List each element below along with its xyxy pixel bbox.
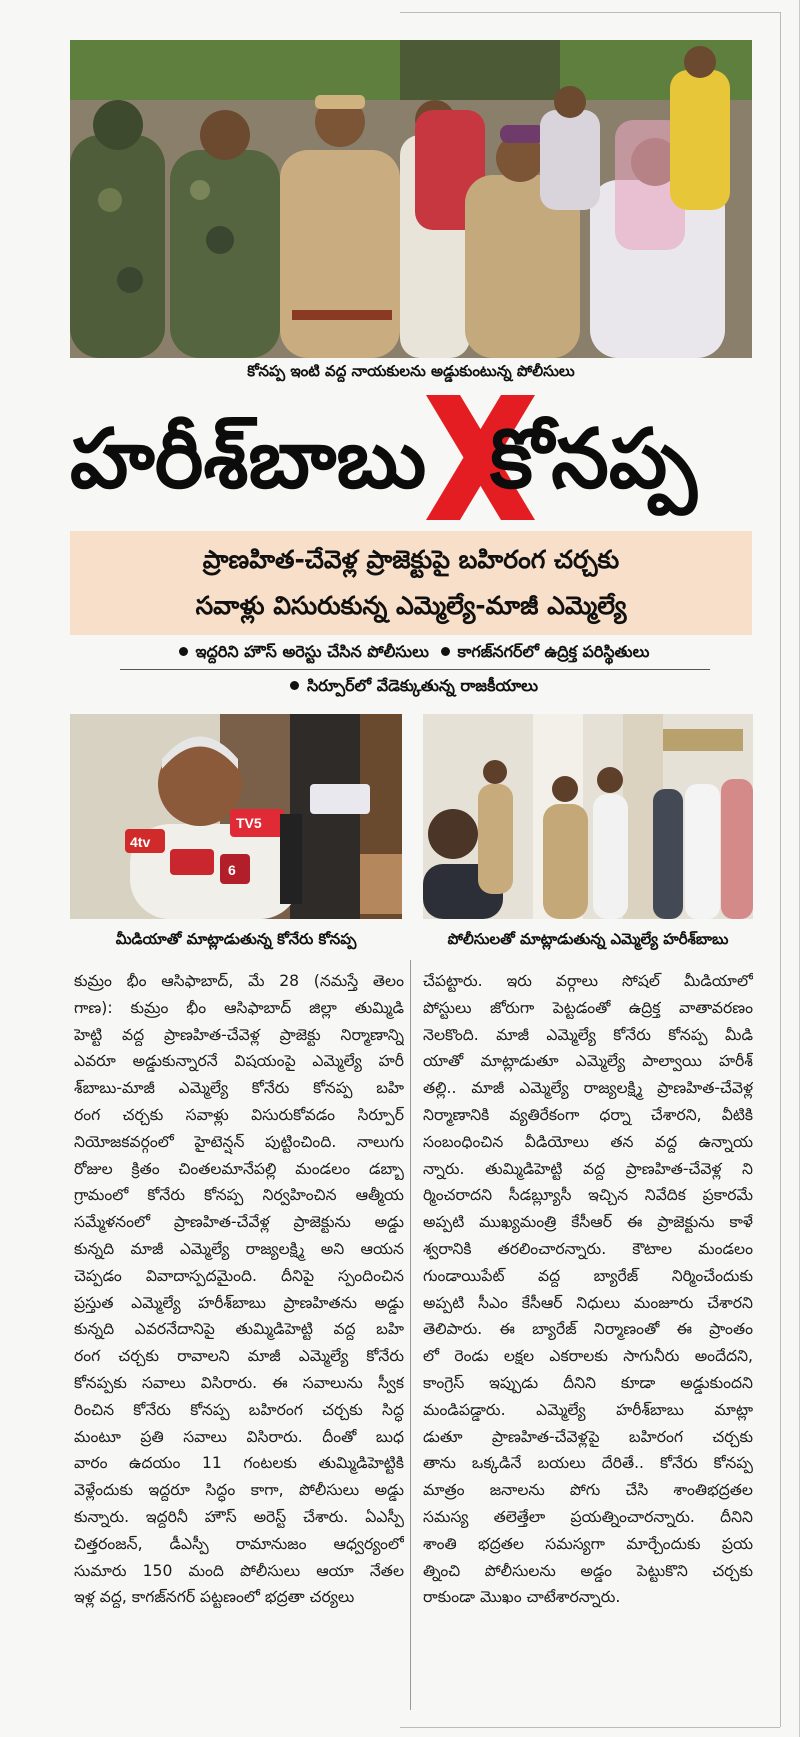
article-text-line: చేపట్టారు. ఇరు వర్గాలు సోషల్‌ మీడియాలో (423, 972, 753, 990)
article-column-right (423, 968, 753, 1611)
photo-left-illustration (70, 714, 402, 919)
article-text-line: తెలిపారు. ఈ బ్యారేజ్‌ నిర్మాణంతో ఈ ప్రాంతం (423, 1320, 753, 1339)
photo-caption-left: మీడియాతో మాట్లాడుతున్న కోనేరు కోనప్ప (115, 930, 357, 948)
photo-right-illustration (423, 714, 753, 919)
article-text-line: గాణ): కుమ్రం భీం ఆసిఫాబాద్‌ జిల్లా తుమ్మిడి (74, 998, 404, 1017)
article-text-line: చెప్పడం వివాదాస్పదమైంది. దీనిపై స్పందించిన (74, 1266, 404, 1285)
article-text-line: రంగ చర్చకు రావాలని మాజీ ఎమ్మెల్యే కోనేరు (74, 1347, 404, 1366)
article-text-line: పోస్టులు జోరుగా పెట్టడంతో ఉద్రిక్త వాతావరణం (423, 998, 753, 1017)
highlight-bullets-row-1 (70, 642, 752, 665)
article-text-line: నియోజకవర్గంలో హైటెన్షన్‌ పుట్టించింది. నాలుగు (74, 1132, 404, 1151)
border-rule-right (780, 12, 781, 1727)
highlight-bullet: సిర్పూర్‌లో వేడెక్కుతున్న రాజకీయాలు (306, 676, 539, 695)
column-divider (410, 960, 411, 1710)
article-text-line: న్నారు. తుమ్మిడిహెట్టి వద్ద ప్రాణహిత-చేవెళ్ల ని (423, 1159, 753, 1178)
article-text-line: రించిన కోనేరు కోనప్ప బహిరంగ చర్చకు సిద్ధ (74, 1400, 404, 1419)
bullet-icon (290, 681, 299, 690)
headline (60, 395, 760, 525)
article-text-line: సంబంధించిన వీడియోలు తన వద్ద ఉన్నాయ (423, 1132, 753, 1151)
article-text-line: అప్పటి సీఎం కేసీఆర్‌ నిధులు మంజూరు చేశారని (423, 1293, 753, 1312)
photo-police-stopping-leaders (70, 40, 752, 358)
article-text-line: లో రెండు లక్షల ఎకరాలకు సాగునీరు అందేదని, (423, 1347, 753, 1366)
article-text-line: గ్రామంలో కోనేరు కోనప్ప నిర్వహించిన ఆత్మీయ (74, 1186, 404, 1205)
photo-caption-right: పోలీసులతో మాట్లాడుతున్న ఎమ్మెల్యే హరీశ్‌బాబు (447, 930, 729, 948)
article-text-line: శాంతి భద్రతల సమస్యగా మార్చేందుకు ప్రయ (423, 1534, 753, 1553)
bullet-icon (179, 647, 188, 656)
article-text-line: కుమ్రం భీం ఆసిఫాబాద్‌, మే 28 (నమస్తే తెలం (74, 972, 404, 990)
mic-label: TV5 (236, 815, 262, 831)
mic-label: 4tv (130, 834, 151, 850)
article-text-line: ర్మించరాదని సీడబ్ల్యూసీ ఇచ్చిన నివేదిక ప్రకారమే (423, 1186, 753, 1205)
subheadline-box (70, 531, 752, 635)
article-column-left (74, 968, 404, 1611)
bullets-divider (120, 669, 710, 670)
article-text-line: చిత్తరంజన్‌, డీఎస్పీ రామానుజం ఆధ్వర్యంలో (74, 1534, 404, 1553)
article-text-line: రంగ చర్చకు సవాళ్లు విసురుకోవడం సిర్పూర్‌ (74, 1105, 404, 1124)
article-text-line: గుండాయిపేట్‌ వద్ద బ్యారేజ్‌ నిర్మించేందుకు (423, 1266, 753, 1285)
border-rule-bottom (400, 1727, 780, 1728)
highlight-bullet: ఇద్దరిని హౌస్‌ అరెస్టు చేసిన పోలీసులు (195, 642, 429, 661)
article-text-line: తాను ఒక్కడినే బయలు దేరితే.. కోనేరు కోనప్ప (423, 1454, 753, 1473)
article-text-line: రోజుల క్రితం చింతలమానేపల్లి మండలం డబ్బా (74, 1159, 404, 1178)
highlight-bullet: కాగజ్‌నగర్‌లో ఉద్రిక్త పరిస్థితులు (457, 642, 650, 661)
article-text-line: శ్‌బాబు-మాజీ ఎమ్మెల్యే కోనేరు కోనప్ప బహి (74, 1079, 404, 1098)
article-text-line: వారం ఉదయం 11 గంటలకు తుమ్మిడిహెట్టికి (74, 1454, 404, 1473)
article-text-line: వెళ్లేందుకు ఇద్దరూ సిద్ధం కాగా, పోలీసులు అడ్డు (74, 1481, 404, 1500)
headline-right-name: కోనప్ప (490, 412, 697, 507)
article-text-line: ప్రస్తుత ఎమ్మెల్యే హరీశ్‌బాబు ప్రాణహితను అడ్డు (74, 1293, 404, 1312)
article-text-line: సుమారు 150 మంది పోలీసులు ఆయా నేతల (74, 1561, 404, 1580)
article-text-line: అప్పటి ముఖ్యమంత్రి కేసీఆర్‌ ఈ ప్రాజెక్టును కాళే (423, 1213, 753, 1232)
article-text-line: డుతూ ప్రాణహిత-చేవెళ్లపై బహిరంగ చర్చకు (423, 1427, 753, 1446)
article-text-line: కోనప్పకు సవాలు విసిరారు. ఈ సవాలును స్వీక (74, 1373, 404, 1392)
article-text-line: శ్వరానికి తరలించారన్నారు. కౌటాల మండలం (423, 1239, 753, 1258)
photo-caption-top: కోనప్ప ఇంటి వద్ద నాయకులను అడ్డుకుంటున్న పోలీసులు (247, 362, 575, 380)
article-text-line: సమస్య తలెత్తేలా ప్రయత్నించారన్నారు. దీనిని (423, 1507, 753, 1526)
article-text-line: నెలకొంది. మాజీ ఎమ్మెల్యే కోనేరు కోనప్ప మీడి (423, 1025, 753, 1044)
article-text-line: నిర్మాణానికి వ్యతిరేకంగా ధర్నా చేశారని, వీటికి (423, 1105, 753, 1124)
highlight-bullets-row-2 (70, 676, 752, 699)
article-text-line: తల్లి.. మాజీ ఎమ్మెల్యే రాజ్యలక్ష్మి ప్రాణహిత-చేవెళ్ల (423, 1079, 753, 1098)
article-text-line: ఇళ్ల వద్ద, కాగజ్‌నగర్‌ పట్టణంలో భద్రతా చర్యలు (74, 1588, 355, 1607)
article-text-line: కాంగ్రెస్‌ ఇప్పుడు దీనిని కూడా అడ్డుకుందని (423, 1373, 753, 1392)
article-text-line: మాత్రం జనాలను పోగు చేసి శాంతిభద్రతల (423, 1481, 753, 1500)
subheadline-line-2: సవాళ్లు విసురుకున్న ఎమ్మెల్యే-మాజీ ఎమ్మెల్యే (195, 591, 627, 620)
border-rule-top (400, 12, 780, 13)
article-text-line: త్నించి పోలీసులను అడ్డం పెట్టుకొని చర్చకు (423, 1561, 753, 1580)
article-text-line: సమ్మేళనంలో ప్రాణహిత-చేవేళ్ల ప్రాజెక్టును అడ్డు (74, 1213, 404, 1232)
photo-harishbabu-police (423, 714, 753, 919)
article-text-line: కున్నది మాజీ ఎమ్మెల్యే రాజ్యలక్ష్మి అని ఆయన (74, 1239, 404, 1258)
article-text-line: రాకుండా మొఖం చాటేశారన్నారు. (423, 1588, 621, 1607)
article-text-line: మంటూ ప్రతి సవాలు విసిరారు. దీంతో బుధ (74, 1427, 404, 1446)
article-text-line: కున్నది ఎవరనేదానిపై తుమ్మిడిహెట్టి వద్ద బహి (74, 1320, 404, 1339)
headline-left-name: హరీశ్‌బాబు (70, 412, 427, 507)
article-text-line: మండిపడ్డారు. ఎమ్మెల్యే హరీశ్‌బాబు మాట్లా (423, 1400, 753, 1419)
photo-top-illustration (70, 40, 752, 358)
article-text-line: హెట్టి వద్ద ప్రాణహిత-చేవెళ్ల ప్రాజెక్టు నిర్మాణాన్ని (74, 1025, 404, 1044)
article-text-line: కున్నారు. ఇద్దరినీ హౌస్‌ అరెస్ట్‌ చేశారు. ఏఎస్పీ (74, 1507, 404, 1526)
article-text-line: యాతో మాట్లాడుతూ ఎమ్మెల్యే పాల్వాయి హరీశ్‌ (423, 1052, 753, 1071)
article-text-line: ఎవరూ అడ్డుకున్నారనే విషయంపై ఎమ్మెల్యే హరీ (74, 1052, 404, 1071)
mic-label: 6 (228, 862, 236, 878)
subheadline-line-1: ప్రాణహిత-చేవెళ్ల ప్రాజెక్టుపై బహిరంగ చర్చకు (202, 545, 620, 574)
bullet-icon (441, 647, 450, 656)
photo-konappa-media (70, 714, 402, 919)
